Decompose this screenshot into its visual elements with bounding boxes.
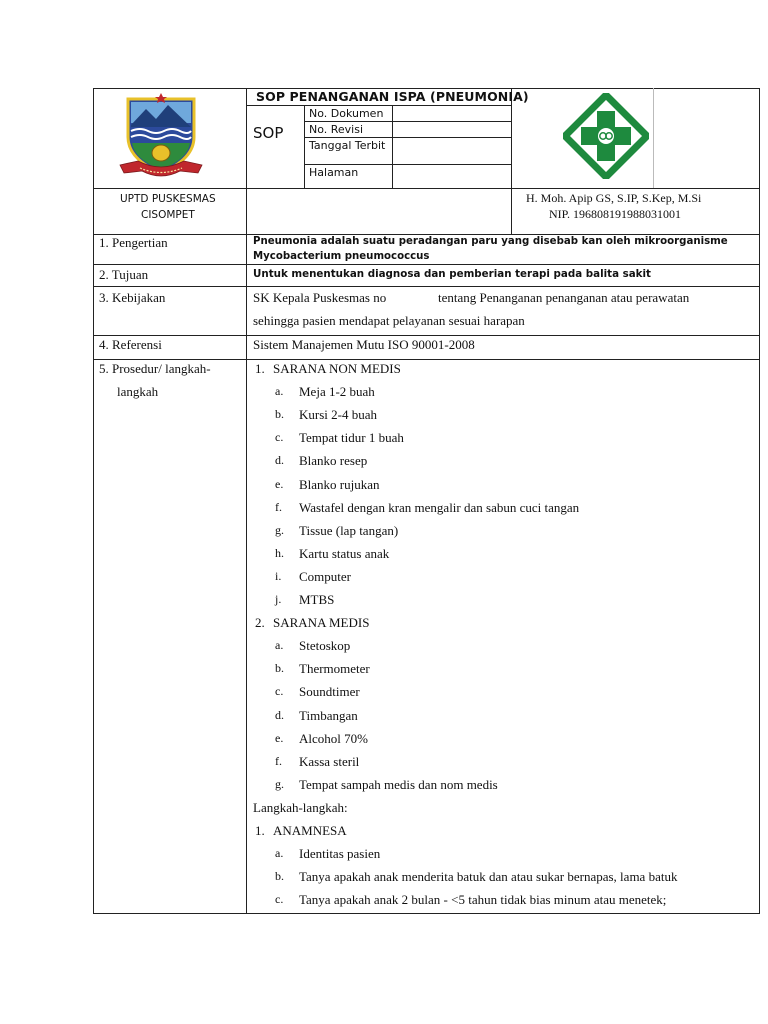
field-halaman: Halaman — [309, 166, 359, 179]
list-item-text: Computer — [299, 569, 351, 584]
list-marker: c. — [275, 430, 284, 444]
list-marker: e. — [275, 477, 284, 491]
list-item-text: SARANA MEDIS — [273, 615, 370, 630]
signer-nip: NIP. 196808191988031001 — [549, 207, 682, 221]
list-marker: e. — [275, 731, 284, 745]
regency-crest-icon — [118, 93, 204, 181]
referensi-text: Sistem Manajemen Mutu ISO 90001-2008 — [253, 337, 475, 352]
list-item-text: Identitas pasien — [299, 846, 381, 861]
list-item-text: Stetoskop — [299, 638, 351, 653]
list-marker: a. — [275, 638, 284, 652]
list-marker: f. — [275, 754, 282, 768]
list-item-text: Tanya apakah anak 2 bulan - <5 tahun tidak bias minum atau menetek; — [299, 892, 667, 907]
list-marker: f. — [275, 500, 282, 514]
org-name-line1: UPTD PUSKESMAS — [120, 193, 216, 205]
pengertian-text-line2: Mycobacterium pneumococcus — [253, 251, 430, 262]
list-marker: i. — [275, 569, 282, 583]
kebijakan-text-part1: SK Kepala Puskesmas no — [253, 290, 387, 305]
kebijakan-text-line2: sehingga pasien mendapat pelayanan sesuai harapan — [253, 313, 525, 328]
list-item-text: Tempat tidur 1 buah — [299, 430, 404, 445]
label-tujuan: 2. Tujuan — [99, 267, 149, 282]
list-item-text: Blanko rujukan — [299, 477, 380, 492]
field-tanggal-terbit: Tanggal Terbit — [309, 139, 386, 152]
list-item-text: Thermometer — [299, 661, 370, 676]
field-no-dokumen: No. Dokumen — [309, 107, 384, 120]
list-item-text: ANAMNESA — [273, 823, 347, 838]
list-item-text: Tanya apakah anak menderita batuk dan atau sukar bernapas, lama batuk — [299, 869, 678, 884]
list-marker: 1. — [255, 361, 265, 376]
list-item-text: Tempat sampah medis dan nom medis — [299, 777, 498, 792]
pengertian-text-line1: Pneumonia adalah suatu peradangan paru yang disebab kan oleh mikroorganisme — [253, 236, 728, 247]
label-prosedur-line1: 5. Prosedur/ langkah- — [99, 361, 211, 376]
list-item-text: Timbangan — [299, 708, 358, 723]
list-marker: g. — [275, 523, 284, 537]
sop-label: SOP — [253, 124, 284, 142]
list-marker: 2. — [255, 615, 265, 630]
list-item-text: Wastafel dengan kran mengalir dan sabun cuci tangan — [299, 500, 580, 515]
org-name-line2: CISOMPET — [141, 209, 195, 221]
list-marker: b. — [275, 869, 284, 883]
label-kebijakan: 3. Kebijakan — [99, 290, 166, 305]
list-item-text: Kursi 2-4 buah — [299, 407, 377, 422]
document-title: SOP PENANGANAN ISPA (PNEUMONIA) — [256, 89, 529, 104]
list-item-text: Meja 1-2 buah — [299, 384, 375, 399]
list-item-text: Langkah-langkah: — [253, 800, 348, 815]
signer-name: H. Moh. Apip GS, S.IP, S.Kep, M.Si — [526, 191, 702, 205]
list-item-text: Blanko resep — [299, 453, 368, 468]
list-item-text: Tissue (lap tangan) — [299, 523, 399, 538]
tujuan-text: Untuk menentukan diagnosa dan pemberian terapi pada balita sakit — [253, 268, 651, 280]
puskesmas-cross-icon — [563, 93, 649, 179]
list-marker: b. — [275, 661, 284, 675]
list-marker: d. — [275, 708, 284, 722]
list-item-text: SARANA NON MEDIS — [273, 361, 401, 376]
list-marker: h. — [275, 546, 284, 560]
field-no-revisi: No. Revisi — [309, 123, 364, 136]
list-marker: c. — [275, 684, 284, 698]
list-marker: 1. — [255, 823, 265, 838]
list-marker: j. — [275, 592, 282, 606]
list-marker: c. — [275, 892, 284, 906]
list-marker: g. — [275, 777, 284, 791]
list-marker: d. — [275, 453, 284, 467]
list-item-text: Alcohol 70% — [299, 731, 368, 746]
list-item-text: MTBS — [299, 592, 335, 607]
list-item-text: Soundtimer — [299, 684, 360, 699]
list-marker: a. — [275, 384, 284, 398]
list-item-text: Kassa steril — [299, 754, 360, 769]
label-prosedur-line2: langkah — [117, 384, 159, 399]
kebijakan-text-part2: tentang Penanganan penanganan atau perawatan — [438, 290, 690, 305]
label-pengertian: 1. Pengertian — [99, 235, 168, 250]
list-marker: b. — [275, 407, 284, 421]
list-item-text: Kartu status anak — [299, 546, 390, 561]
list-marker: a. — [275, 846, 284, 860]
label-referensi: 4. Referensi — [99, 337, 162, 352]
